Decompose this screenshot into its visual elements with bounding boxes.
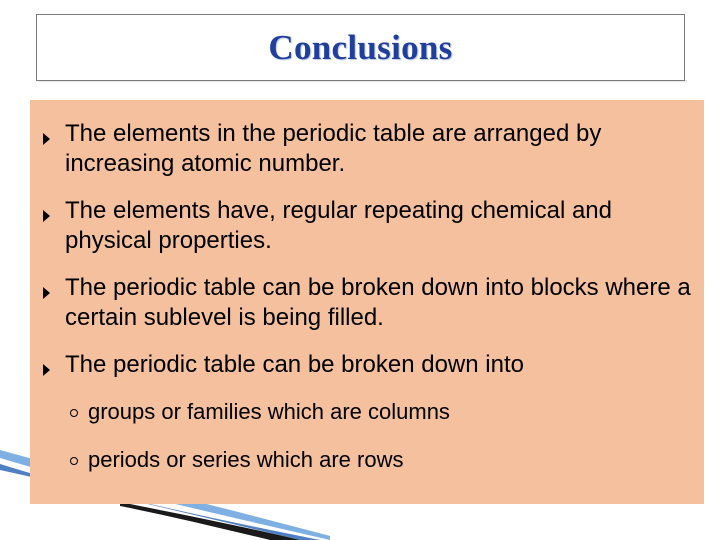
sub-bullet-text: groups or families which are columns xyxy=(88,399,450,424)
triangle-right-icon xyxy=(43,210,50,222)
sub-bullet-text: periods or series which are rows xyxy=(88,447,404,472)
slide-title: Conclusions xyxy=(268,28,453,67)
ring-icon xyxy=(70,409,78,417)
content-box xyxy=(30,100,704,504)
bullet-text: The periodic table can be broken down into xyxy=(65,351,524,378)
triangle-right-icon xyxy=(43,364,50,376)
ring-icon xyxy=(70,457,78,465)
triangle-right-icon xyxy=(43,287,50,299)
bullet-text: The periodic table can be broken down into blocks where a certain sublevel is being filled. xyxy=(65,274,691,331)
bullet-text: The elements have, regular repeating chemical and physical properties. xyxy=(65,197,612,254)
triangle-right-icon xyxy=(43,133,50,145)
bullet-text: The elements in the periodic table are arranged by increasing atomic number. xyxy=(65,120,602,177)
title-box xyxy=(36,14,685,81)
